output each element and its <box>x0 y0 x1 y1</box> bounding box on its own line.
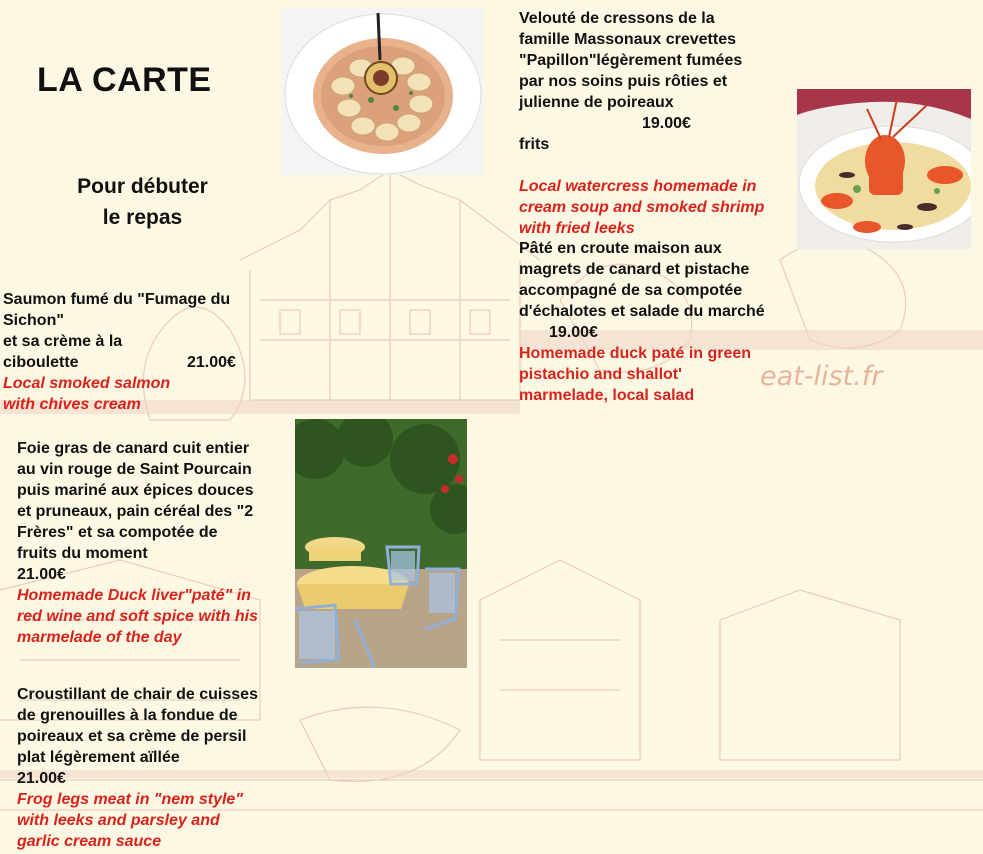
dish-veloute-last-line <box>519 113 799 176</box>
dish-veloute-description-end: frits <box>519 136 550 153</box>
lobster-dish-photo <box>797 89 971 249</box>
dish-saumon-description: Saumon fumé du "Fumage du Sichon" et sa crème à la ciboulette <box>3 291 231 371</box>
page-title: LA CARTE <box>37 61 212 99</box>
dish-foie-gras-english: Homemade Duck liver"paté" in red wine and soft spice with his marmelade of the day <box>17 587 258 646</box>
dish-veloute-english: Local watercress homemade in cream soup and smoked shrimp with fried leeks <box>519 178 765 237</box>
subtitle-line-2: le repas <box>102 206 183 229</box>
dish-foie-gras <box>17 438 297 648</box>
dish-pate-price: 19.00€ <box>549 324 598 341</box>
dish-foie-gras-description: Foie gras de canard cuit entier au vin rouge de Saint Pourcain puis mariné aux épices douces et pruneaux, pain céréal des "2 Frères" et sa compotée de fruits du moment <box>17 440 254 562</box>
subtitle-line-1: Pour débuter <box>77 175 208 198</box>
section-subtitle <box>40 171 245 233</box>
dish-veloute <box>519 8 799 239</box>
dish-saumon-english: Local smoked salmon with chives cream <box>3 375 171 413</box>
dish-grenouilles <box>17 684 307 852</box>
garden-terrace-photo <box>295 419 467 668</box>
dish-veloute-description: Velouté de cressons de la famille Massonaux crevettes "Papillon"légèrement fumées par nos soins puis rôties et julienne de poireaux <box>519 10 743 111</box>
dish-pate-description: Pâté en croute maison aux magrets de canard et pistache accompagné de sa compotée d'échalotes et salade du marché <box>519 240 765 320</box>
dish-grenouilles-description: Croustillant de chair de cuisses de grenouilles à la fondue de poireaux et sa crème de persil plat légèrement aïllée <box>17 686 258 766</box>
scallop-dish-photo <box>281 8 484 175</box>
dish-saumon <box>3 289 283 415</box>
dish-pate-english: Homemade duck paté in green pistachio and shallot' marmelade, local salad <box>519 345 752 404</box>
dish-grenouilles-english: Frog legs meat in "nem style" with leeks and parsley and garlic cream sauce <box>17 791 243 850</box>
dish-grenouilles-price: 21.00€ <box>17 770 66 787</box>
dish-foie-gras-price: 21.00€ <box>17 566 66 583</box>
watermark-logo: eat-list.fr <box>760 361 883 392</box>
dish-saumon-price: 21.00€ <box>187 354 236 371</box>
dish-veloute-price: 19.00€ <box>642 115 691 132</box>
